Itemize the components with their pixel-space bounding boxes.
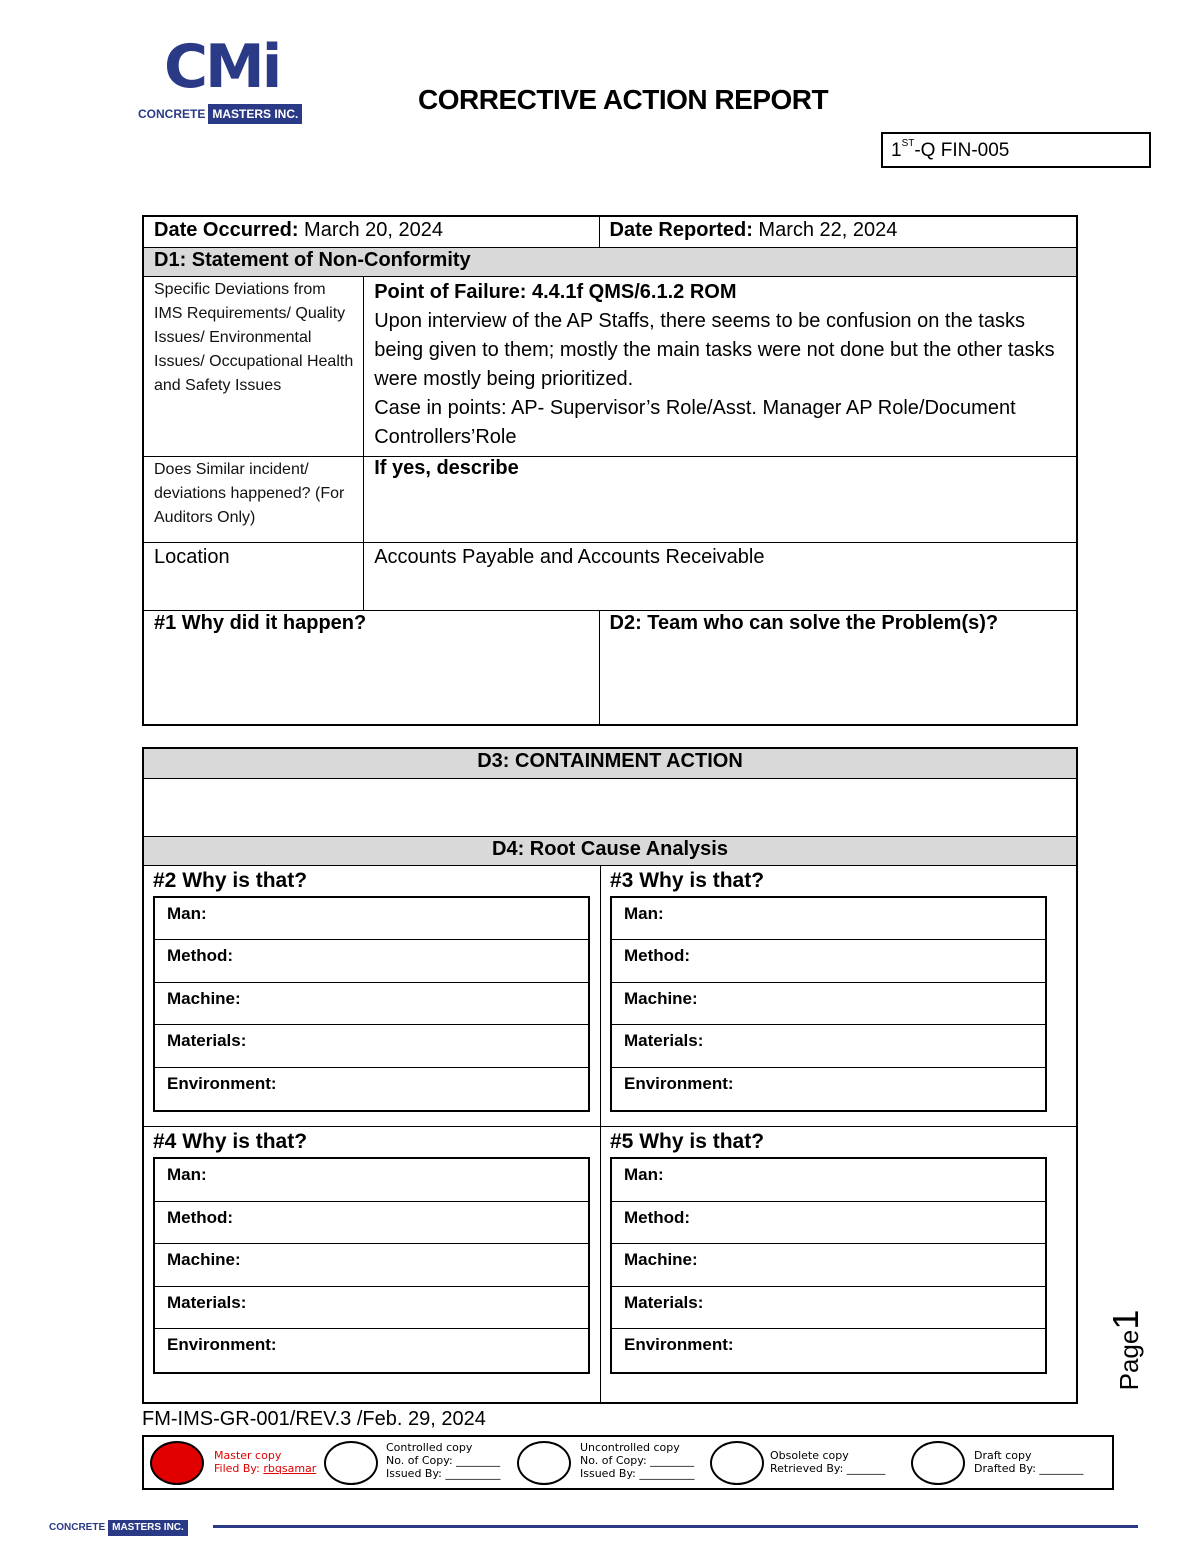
logo-word-masters: MASTERS INC.	[208, 104, 302, 124]
root-cause-table	[142, 747, 1078, 1404]
factor-method: Method:	[155, 1202, 588, 1245]
why-5-cell	[601, 1127, 1078, 1403]
master-filed-by-label: Filed By:	[214, 1462, 264, 1475]
date-reported-value: March 22, 2024	[752, 219, 898, 241]
factor-method: Method:	[612, 940, 1045, 983]
factor-machine: Machine:	[612, 1244, 1045, 1287]
factor-environment: Environment:	[167, 1073, 277, 1093]
date-occurred-label: Date Occurred:	[154, 219, 299, 241]
controlled-issued-by: Issued By: __________	[386, 1467, 501, 1480]
factor-man: Man:	[155, 1159, 588, 1202]
draft-drafted-by: Drafted By: ________	[974, 1462, 1084, 1475]
similar-incident-label: Does Similar incident/ deviations happened? (For Auditors Only)	[143, 456, 364, 542]
factor-environment: Environment:	[167, 1335, 277, 1354]
uncontrolled-no-of-copy: No. of Copy: ________	[580, 1454, 695, 1467]
factor-materials: Materials:	[612, 1287, 1045, 1330]
uncontrolled-copy-text	[580, 1441, 694, 1480]
factor-man: Man:	[612, 898, 1045, 941]
draft-copy-text	[974, 1449, 1083, 1475]
code-prefix: 1	[891, 140, 902, 161]
d1-header: D1: Statement of Non-Conformity	[143, 247, 1077, 276]
form-code: FM-IMS-GR-001/REV.3 /Feb. 29, 2024	[142, 1408, 486, 1430]
nonconformity-table	[142, 215, 1078, 726]
why-4-cell	[143, 1127, 601, 1403]
why-3-cell	[601, 865, 1078, 1127]
date-reported-label: Date Reported:	[609, 219, 753, 241]
footer-logo-masters: MASTERS INC.	[108, 1520, 188, 1536]
footer-logo-concrete: CONCRETE	[49, 1522, 106, 1533]
location-label: Location	[143, 542, 364, 610]
obsolete-copy-text	[770, 1449, 885, 1475]
page-number	[1105, 1309, 1200, 1391]
factor-materials: Materials:	[155, 1287, 588, 1330]
why-4-factors	[153, 1157, 590, 1374]
why-2-cell	[143, 865, 601, 1127]
date-reported-cell	[599, 216, 1077, 247]
copy-status-bar	[142, 1435, 1114, 1490]
master-filed-by-name: rbqsamar	[263, 1462, 317, 1475]
logo-word-concrete: CONCRETE	[138, 104, 208, 124]
draft-copy-indicator[interactable]	[911, 1441, 965, 1485]
why-3-factors	[610, 896, 1047, 1113]
deviation-description: Upon interview of the AP Staffs, there seems to be confusion on the tasks being given to them; mostly the main tasks were not done but the other tasks were mostly being prioritized.	[374, 309, 1055, 390]
factor-materials: Materials:	[612, 1025, 1045, 1068]
factor-method: Method:	[612, 1202, 1045, 1245]
document-code-box	[881, 132, 1151, 168]
why-1-cell: #1 Why did it happen?	[143, 610, 599, 725]
why-5-title: #5 Why is that?	[610, 1130, 765, 1153]
code-sup: ST	[901, 138, 915, 149]
factor-machine: Machine:	[612, 983, 1045, 1026]
deviation-detail-cell	[364, 276, 1077, 456]
controlled-copy-indicator[interactable]	[324, 1441, 378, 1485]
logo-mark: CMi	[164, 32, 280, 102]
page-word: Page	[1114, 1329, 1144, 1391]
report-title: CORRECTIVE ACTION REPORT	[418, 84, 829, 115]
point-of-failure: Point of Failure: 4.4.1f QMS/6.1.2 ROM	[374, 280, 737, 303]
uncontrolled-copy-indicator[interactable]	[517, 1441, 571, 1485]
obsolete-copy-label: Obsolete copy	[770, 1449, 849, 1462]
factor-machine: Machine:	[155, 983, 588, 1026]
date-occurred-value: March 20, 2024	[298, 219, 444, 241]
uncontrolled-copy-label: Uncontrolled copy	[580, 1441, 680, 1454]
why-4-title: #4 Why is that?	[153, 1130, 308, 1153]
why-2-factors	[153, 896, 590, 1113]
specific-deviations-label: Specific Deviations from IMS Requirements/ Quality Issues/ Environmental Issues/ Occupational Health and Safety Issues	[143, 276, 364, 456]
master-filed-by	[214, 1462, 316, 1475]
d4-header: D4: Root Cause Analysis	[143, 836, 1077, 865]
why-2-title: #2 Why is that?	[153, 868, 308, 892]
master-copy-label: Master copy	[214, 1449, 282, 1462]
factor-method: Method:	[155, 940, 588, 983]
why-5-factors	[610, 1157, 1047, 1374]
factor-man: Man:	[155, 898, 588, 941]
case-in-points: Case in points: AP- Supervisor’s Role/Asst. Manager AP Role/Document Controllers’Role	[374, 396, 1016, 448]
company-logo	[138, 32, 310, 124]
d3-header: D3: CONTAINMENT ACTION	[143, 748, 1077, 778]
uncontrolled-issued-by: Issued By: __________	[580, 1467, 695, 1480]
footer-logo	[46, 1520, 188, 1536]
why-3-title: #3 Why is that?	[610, 868, 765, 892]
draft-copy-label: Draft copy	[974, 1449, 1032, 1462]
factor-materials: Materials:	[155, 1025, 588, 1068]
factor-man: Man:	[612, 1159, 1045, 1202]
controlled-copy-text	[386, 1441, 500, 1480]
logo-wordmark	[138, 104, 302, 124]
d3-content	[143, 778, 1077, 836]
controlled-no-of-copy: No. of Copy: ________	[386, 1454, 501, 1467]
factor-machine: Machine:	[155, 1244, 588, 1287]
obsolete-copy-indicator[interactable]	[710, 1441, 764, 1485]
obsolete-retrieved-by: Retrieved By: _______	[770, 1462, 886, 1475]
if-yes-describe: If yes, describe	[364, 456, 1077, 542]
factor-environment: Environment:	[624, 1335, 734, 1354]
date-occurred-cell	[143, 216, 599, 247]
page-digit: 1	[1105, 1309, 1146, 1330]
factor-environment: Environment:	[624, 1073, 734, 1093]
code-suffix: -Q FIN-005	[914, 140, 1010, 161]
controlled-copy-label: Controlled copy	[386, 1441, 473, 1454]
location-value: Accounts Payable and Accounts Receivable	[364, 542, 1077, 610]
master-copy-text	[214, 1449, 316, 1475]
master-copy-indicator	[150, 1441, 204, 1485]
d2-team-cell: D2: Team who can solve the Problem(s)?	[599, 610, 1077, 725]
footer-rule	[213, 1525, 1138, 1528]
